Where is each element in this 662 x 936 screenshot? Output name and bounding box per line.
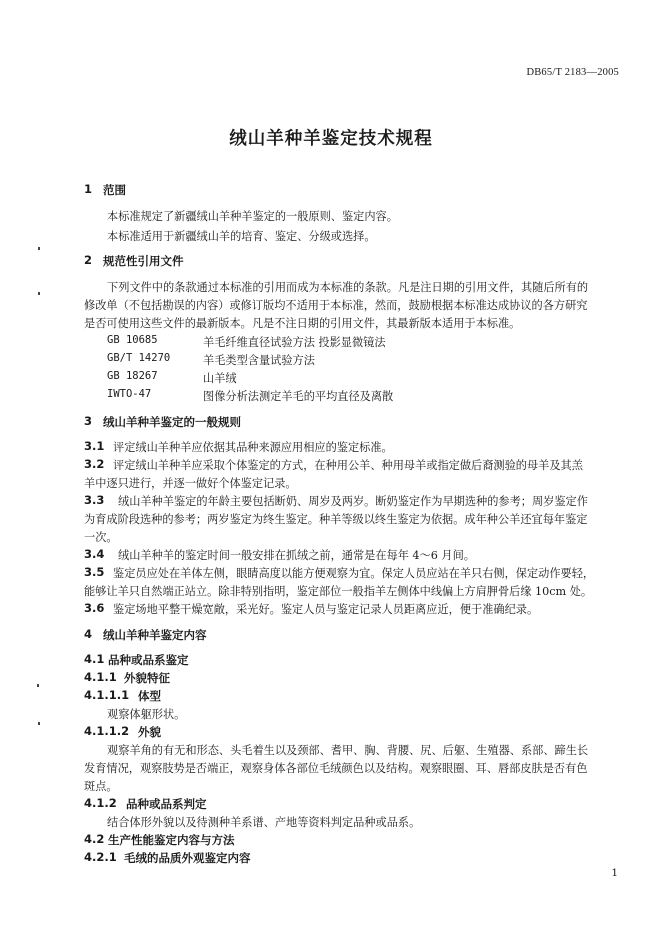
section-2-line-1: 下列文件中的条款通过本标准的引用而成为本标准的条款。凡是注日期的引用文件，其随后所有的 — [107, 281, 589, 294]
section-2-line-3: 是否可使用这些文件的最新版本。凡是不注日期的引用文件，其最新版本适用于本标准。 — [84, 317, 521, 330]
subsection-number: 4.1.2 — [84, 796, 117, 810]
subsection-heading: 体型 — [138, 689, 161, 703]
section-4-heading: 绒山羊种羊鉴定内容 — [103, 628, 207, 642]
scan-speck — [38, 247, 40, 250]
section-1-number: 1 — [84, 182, 93, 196]
paragraph-text: 斑点。 — [84, 780, 118, 793]
clause-text: 鉴定员应处在羊体左侧，眼睛高度以能方便观察为宜。保定人员应站在羊只右侧，保定动作要轻， — [113, 567, 595, 580]
subsection-heading: 生产性能鉴定内容与方法 — [108, 833, 235, 847]
clause-number: 3.3 — [84, 493, 105, 507]
section-3-heading: 绒山羊种羊鉴定的一般规则 — [103, 415, 241, 429]
clause-text: 评定绒山羊种羊应依据其品种来源应用相应的鉴定标准。 — [113, 441, 393, 454]
section-2-heading: 规范性引用文件 — [103, 254, 184, 268]
section-2-number: 2 — [84, 253, 93, 267]
subsection-heading: 外貌 — [138, 725, 161, 739]
clause-text: 评定绒山羊种羊应采取个体鉴定的方式，在种用公羊、种用母羊或指定做后裔测验的母羊及其羔 — [113, 459, 583, 472]
paragraph-text: 观察羊角的有无和形态、头毛着生以及颈部、耆甲、胸、背腰、尻、后躯、生殖器、系部、蹄生长 — [107, 744, 589, 757]
clause-text: 绒山羊种羊的鉴定时间一般安排在抓绒之前，通常是在每年 4～6 月间。 — [118, 549, 475, 562]
section-4-number: 4 — [84, 627, 93, 641]
section-1-paragraph-2: 本标准适用于新疆绒山羊的培育、鉴定、分级或选择。 — [107, 230, 376, 243]
reference-code: GB 10685 — [107, 334, 158, 346]
reference-title: 图像分析法测定羊毛的平均直径及离散 — [203, 390, 394, 403]
scan-speck — [38, 292, 40, 295]
clause-number: 3.2 — [84, 457, 105, 471]
reference-title: 羊毛纤维直径试验方法 投影显微镜法 — [203, 336, 386, 349]
paragraph-text: 观察体躯形状。 — [107, 708, 186, 721]
section-1-paragraph-1: 本标准规定了新疆绒山羊种羊鉴定的一般原则、鉴定内容。 — [107, 210, 398, 223]
reference-code: GB/T 14270 — [107, 352, 171, 364]
page-title: 绒山羊种羊鉴定技术规程 — [229, 129, 433, 149]
section-1-heading: 范围 — [103, 183, 126, 197]
subsection-number: 4.1.1.2 — [84, 724, 130, 738]
clause-text: 能够让羊只自然端正站立。除非特别指明，鉴定部位一般指羊左侧体中线偏上方肩胛骨后缘 10cm 处。 — [84, 585, 593, 598]
document-code: DB65/T 2183—2005 — [526, 67, 619, 78]
section-2-line-2: 修改单（不包括勘误的内容）或修订版均不适用于本标准，然而，鼓励根据本标准达成协议的各方研究 — [84, 299, 588, 312]
reference-title: 山羊绒 — [203, 372, 237, 385]
reference-title: 羊毛类型含量试验方法 — [203, 354, 315, 367]
subsection-number: 4.1.1.1 — [84, 688, 130, 702]
clause-text: 鉴定场地平整干燥宽敞，采光好。鉴定人员与鉴定记录人员距离应近，便于准确纪录。 — [113, 603, 539, 616]
clause-number: 3.5 — [84, 565, 105, 579]
clause-text: 为育成阶段选种的参考；两岁鉴定为终生鉴定。种羊等级以终生鉴定为依据。成年种公羊还宜每年鉴定 — [84, 513, 588, 526]
clause-number: 3.6 — [84, 601, 105, 615]
scan-speck — [38, 722, 40, 725]
subsection-heading: 品种或品系判定 — [126, 797, 207, 811]
paragraph-text: 发育情况，观察肢势是否端正，观察身体各部位毛绒颜色以及结构。观察眼圈、耳、唇部皮肤是否有色 — [84, 762, 588, 775]
clause-text: 一次。 — [84, 531, 118, 544]
reference-code: IWTO-47 — [107, 388, 152, 400]
paragraph-text: 结合体形外貌以及待测种羊系谱、产地等资料判定品种或品系。 — [107, 816, 421, 829]
clause-text: 绒山羊种羊鉴定的年龄主要包括断奶、周岁及两岁。断奶鉴定作为早期选种的参考；周岁鉴定作 — [118, 495, 588, 508]
clause-number: 3.4 — [84, 547, 105, 561]
subsection-heading: 品种或品系鉴定 — [108, 653, 189, 667]
subsection-number: 4.2.1 — [84, 850, 117, 864]
subsection-number: 4.1 — [84, 652, 105, 666]
subsection-number: 4.1.1 — [84, 670, 117, 684]
subsection-number: 4.2 — [84, 832, 105, 846]
clause-text: 羊中逐只进行，并逐一做好个体鉴定记录。 — [84, 477, 297, 490]
scan-speck — [37, 684, 39, 687]
subsection-heading: 毛绒的品质外观鉴定内容 — [124, 851, 251, 865]
page-number: 1 — [611, 867, 618, 879]
section-3-number: 3 — [84, 414, 93, 428]
reference-code: GB 18267 — [107, 370, 158, 382]
clause-number: 3.1 — [84, 439, 105, 453]
subsection-heading: 外貌特征 — [124, 671, 170, 685]
